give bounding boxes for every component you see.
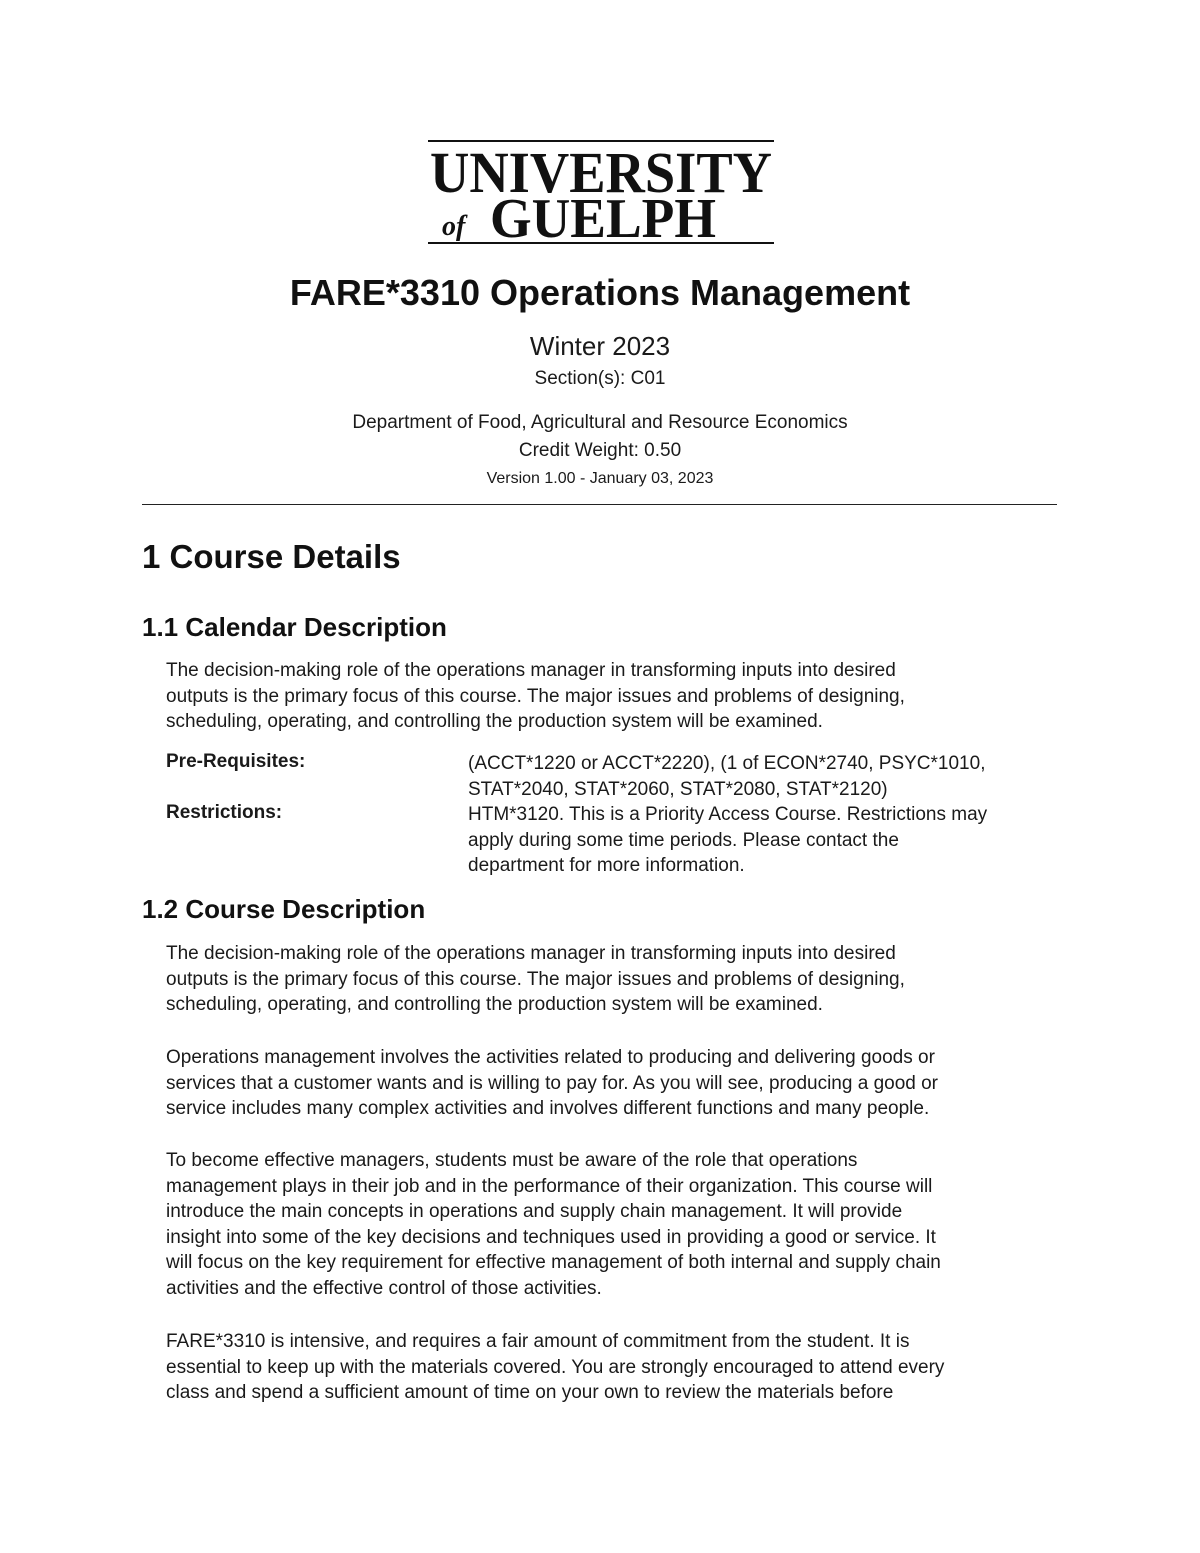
course-sections: Section(s): C01 <box>534 368 666 389</box>
restrictions-value: HTM*3120. This is a Priority Access Course. Restrictions may apply during some time periods. Please contact the department for more information. <box>468 804 988 876</box>
course-description-paragraph: The decision-making role of the operations manager in transforming inputs into desired outputs is the primary focus of this course. The major issues and problems of designing, scheduling, operating, and controlling the production system will be examined. <box>166 943 905 1015</box>
logo-of-text: of <box>442 211 466 242</box>
logo-guelph-text: GUELPH <box>490 188 716 246</box>
course-description-paragraph: FARE*3310 is intensive, and requires a fair amount of commitment from the student. It is essential to keep up with the materials covered. You are strongly encouraged to attend every class and spend a sufficient amount of time on your own to review the materials before <box>166 1331 945 1403</box>
subsection-heading-calendar-description: 1.1 Calendar Description <box>142 612 447 642</box>
course-description-paragraph: Operations management involves the activities related to producing and delivering goods or services that a customer wants and is willing to pay for. As you will see, producing a good or service includes many complex activities and involves different functions and many people. <box>166 1047 939 1119</box>
restrictions-label: Restrictions: <box>166 802 283 823</box>
subsection-heading-course-description: 1.2 Course Description <box>142 894 426 924</box>
university-logo <box>428 140 774 246</box>
header-divider <box>142 504 1057 505</box>
department-name: Department of Food, Agricultural and Resource Economics <box>352 412 848 433</box>
course-title: FARE*3310 Operations Management <box>289 272 911 313</box>
version-info: Version 1.00 - January 03, 2023 <box>486 470 714 487</box>
calendar-description-text: The decision-making role of the operations manager in transforming inputs into desired outputs is the primary focus of this course. The major issues and problems of designing, scheduling, operating, and controlling the production system will be examined. <box>166 660 905 732</box>
course-term: Winter 2023 <box>529 331 671 361</box>
credit-weight: Credit Weight: 0.50 <box>518 440 682 461</box>
prerequisites-value: (ACCT*1220 or ACCT*2220), (1 of ECON*2740, PSYC*1010, STAT*2040, STAT*2060, STAT*2080, STAT*2120) <box>468 753 986 800</box>
course-description-paragraph: To become effective managers, students must be aware of the role that operations management plays in their job and in the performance of their organization. This course will introduce the main concepts in operations and supply chain management. It will provide insight into some of the key decisions and techniques used in providing a good or service. It will focus on the key requirement for effective management of both internal and supply chain activities and the effective control of those activities. <box>166 1150 941 1299</box>
logo-university-text: UNIVERSITY <box>430 140 772 205</box>
prerequisites-label: Pre-Requisites: <box>166 751 306 772</box>
section-heading-course-details: 1 Course Details <box>142 538 401 575</box>
